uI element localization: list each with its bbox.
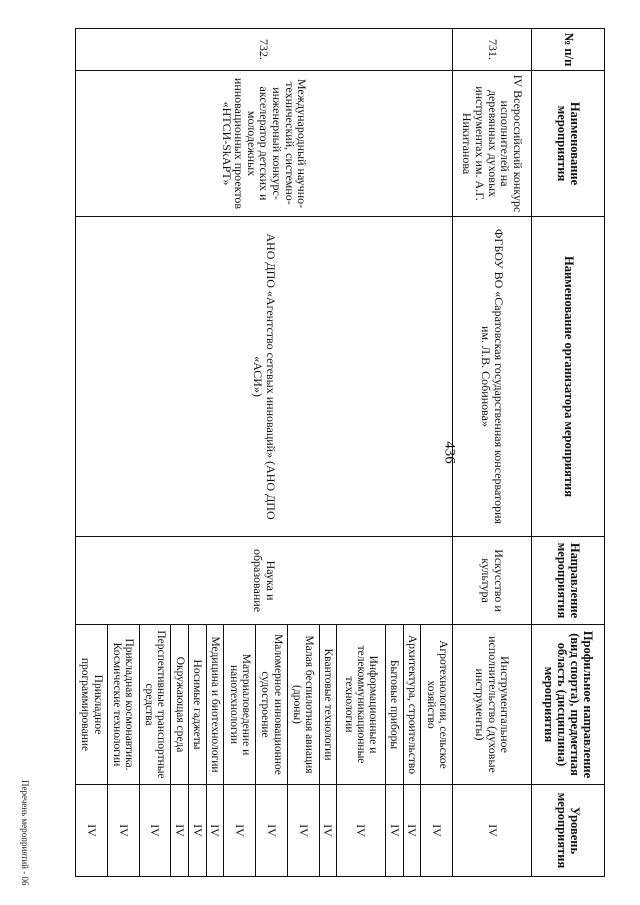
events-table-container (75, 28, 605, 876)
profile-direction: Маломерное инновационное судостроение (256, 625, 288, 785)
event-name: IV Всероссийский конкурс исполнителей на деревянных духовых инструментах им. А.Г. Никитанова (453, 71, 532, 217)
events-table-rotated (75, 28, 605, 876)
profile-direction: Перспективные транспортные средства (139, 625, 171, 785)
event-level: IV (171, 785, 189, 877)
event-level: IV (403, 785, 421, 877)
event-direction: Искусство и культура (453, 537, 532, 625)
event-level: IV (453, 785, 532, 877)
header-profile: Профильное направление (вид спорта), предметная область (дисциплина) мероприятия (532, 625, 605, 785)
event-name: Международный научно-технический, системно-инженерный конкурс-акселератор детских и молодежных инновационных проектов «НТСИ-SkАРТ» (76, 71, 453, 217)
event-level: IV (287, 785, 319, 877)
row-number: 732. (76, 29, 453, 71)
profile-direction: Прикладная космонавтика. Космические технологии (107, 625, 139, 785)
event-level: IV (76, 785, 108, 877)
header-num: № п/п (532, 29, 605, 71)
event-direction: Наука и образование (76, 537, 453, 625)
profile-direction: Прикладное программирование (76, 625, 108, 785)
profile-direction: Бытовые приборы (386, 625, 404, 785)
table-row (453, 29, 532, 877)
event-level: IV (139, 785, 171, 877)
profile-direction: Окружающая среда (171, 625, 189, 785)
header-level: Уровень мероприятия (532, 785, 605, 877)
table-row (421, 29, 453, 877)
event-level: IV (224, 785, 256, 877)
profile-direction: Носимые гаджеты (189, 625, 207, 785)
event-level: IV (337, 785, 386, 877)
profile-direction: Медицина и биотехнологии (206, 625, 224, 785)
profile-direction: Инструментальное исполнительство (духовые инструменты) (453, 625, 532, 785)
page-number: 436 (441, 441, 458, 464)
event-level: IV (189, 785, 207, 877)
profile-direction: Материаловедение и нанотехнологии (224, 625, 256, 785)
event-level: IV (256, 785, 288, 877)
event-level: IV (421, 785, 453, 877)
event-level: IV (107, 785, 139, 877)
organizer-name: АНО ДПО «Агентство сетевых инноваций» (АНО ДПО «АСИ») (76, 217, 453, 537)
footer-text: Перечень мероприятий - 06 (20, 780, 30, 886)
profile-direction: Информационные и телекоммуникационные технологии (337, 625, 386, 785)
events-table (75, 28, 605, 877)
event-level: IV (319, 785, 337, 877)
profile-direction: Архитектура, строительство (403, 625, 421, 785)
profile-direction: Квантовые технологии (319, 625, 337, 785)
profile-direction: Малая беспилотная авиация (дроны) (287, 625, 319, 785)
header-name: Наименование мероприятия (532, 71, 605, 217)
row-number: 731. (453, 29, 532, 71)
header-direction: Направление мероприятия (532, 537, 605, 625)
event-level: IV (206, 785, 224, 877)
organizer-name: ФГБОУ ВО «Саратовская государственная консерватория им. Л.В. Собинова» (453, 217, 532, 537)
event-level: IV (386, 785, 404, 877)
header-organizer: Наименование организатора мероприятия (532, 217, 605, 537)
profile-direction: Агротехнологии, сельское хозяйство (421, 625, 453, 785)
table-header-row (532, 29, 605, 877)
